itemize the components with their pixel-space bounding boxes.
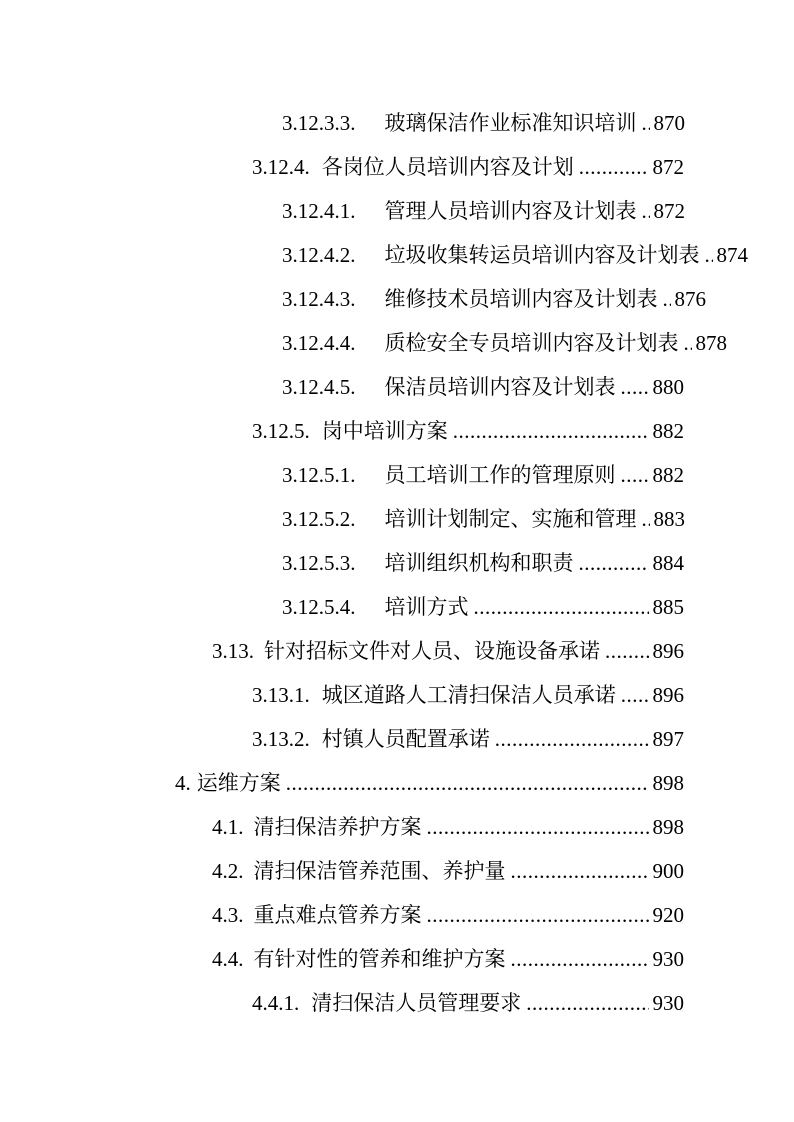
toc-leader-dots [511, 937, 649, 981]
toc-entry-page: 882 [652, 463, 684, 487]
toc-leader-dots [579, 145, 649, 189]
toc-entry-page: 876 [674, 287, 706, 311]
toc-leader-dots [579, 541, 649, 585]
toc-leader-dots [286, 761, 649, 805]
toc-entry-title: 员工培训工作的管理原则 [384, 463, 616, 487]
toc-entry-number: 3.12.5.3. [282, 551, 356, 575]
toc-entry-title: 玻璃保洁作业标准知识培训 [384, 111, 637, 135]
toc-entry-title: 清扫保洁养护方案 [253, 815, 422, 839]
toc-leader-dots [642, 101, 650, 145]
toc-entry-number: 3.12.5.1. [282, 463, 356, 487]
toc-leader-dots [621, 365, 649, 409]
toc-entry-number: 3.12.4.1. [282, 199, 356, 223]
toc-entry-title: 城区道路人工清扫保洁人员承诺 [321, 683, 616, 707]
toc-entry-number: 4.4.1. [252, 991, 300, 1015]
toc-entry[interactable] [282, 453, 684, 497]
toc-entry[interactable] [252, 673, 684, 717]
toc-entry-page: 874 [716, 243, 748, 267]
toc-entry[interactable] [212, 937, 684, 981]
toc-entry-title: 清扫保洁人员管理要求 [311, 991, 522, 1015]
toc-leader-dots [605, 629, 649, 673]
toc-entry-page: 878 [695, 331, 727, 355]
toc-entry-page: 884 [652, 551, 684, 575]
toc-entry[interactable] [212, 893, 684, 937]
toc-leader-dots [495, 717, 649, 761]
toc-entry-number: 4.4. [212, 947, 244, 971]
toc-entry[interactable] [252, 981, 684, 1025]
toc-entry[interactable] [212, 849, 684, 893]
toc-entry[interactable] [282, 321, 727, 365]
toc-leader-dots [621, 673, 649, 717]
toc-entry-page: 872 [652, 155, 684, 179]
toc-leader-dots [663, 277, 671, 321]
toc-entry-page: 882 [652, 419, 684, 443]
toc-entry[interactable] [282, 497, 684, 541]
toc-entry[interactable] [282, 365, 684, 409]
toc-entry-page: 872 [653, 199, 685, 223]
toc-entry-title: 岗中培训方案 [321, 419, 448, 443]
toc-entry-page: 898 [652, 815, 684, 839]
toc-leader-dots [642, 189, 650, 233]
toc-entry-title: 重点难点管养方案 [253, 903, 422, 927]
toc-entry-page: 930 [652, 947, 684, 971]
toc-entry-number: 3.12.4.3. [282, 287, 356, 311]
toc-entry[interactable] [212, 629, 684, 673]
toc-leader-dots [474, 585, 649, 629]
toc-entry-page: 896 [652, 683, 684, 707]
toc-entry[interactable] [282, 585, 684, 629]
toc-entry-number: 4.2. [212, 859, 244, 883]
toc-entry-page: 880 [652, 375, 684, 399]
toc-leader-dots [526, 981, 648, 1025]
toc-entry-number: 4.3. [212, 903, 244, 927]
toc-entry-page: 896 [652, 639, 684, 663]
toc-entry-page: 870 [653, 111, 685, 135]
toc-entry-title: 质检安全专员培训内容及计划表 [384, 331, 679, 355]
toc-entry-number: 3.13.1. [252, 683, 310, 707]
toc-entry-number: 3.12.5.2. [282, 507, 356, 531]
toc-leader-dots [642, 497, 650, 541]
toc-entry[interactable] [212, 805, 684, 849]
toc-entry[interactable] [252, 717, 684, 761]
toc-entry-title: 培训方式 [384, 595, 469, 619]
toc-entry-title: 管理人员培训内容及计划表 [384, 199, 637, 223]
toc-entry-page: 900 [652, 859, 684, 883]
toc-entry-page: 920 [652, 903, 684, 927]
toc-entry-page: 897 [652, 727, 684, 751]
toc-entry-number: 3.13. [212, 639, 254, 663]
toc-entry-number: 3.12.4. [252, 155, 310, 179]
toc-entry-title: 维修技术员培训内容及计划表 [384, 287, 658, 311]
toc-entry-title: 针对招标文件对人员、设施设备承诺 [264, 639, 600, 663]
toc-entry-page: 883 [653, 507, 685, 531]
toc-leader-dots [453, 409, 649, 453]
toc-entry-title: 清扫保洁管养范围、养护量 [253, 859, 506, 883]
toc-entry[interactable] [282, 101, 684, 145]
toc-entry[interactable] [282, 277, 706, 321]
toc-entry-page: 885 [652, 595, 684, 619]
toc-entry-number: 3.12.4.4. [282, 331, 356, 355]
toc-entry-title: 各岗位人员培训内容及计划 [321, 155, 574, 179]
toc-entry-number: 3.13.2. [252, 727, 310, 751]
toc-entry[interactable] [282, 233, 748, 277]
toc-leader-dots [427, 893, 649, 937]
toc-entry-page: 898 [652, 771, 684, 795]
toc-entry-number: 3.12.5.4. [282, 595, 356, 619]
toc-entry-number: 4. [175, 771, 191, 795]
toc-entry-number: 3.12.5. [252, 419, 310, 443]
toc-entry[interactable] [282, 541, 684, 585]
toc-leader-dots [621, 453, 649, 497]
toc-entry-number: 3.12.4.2. [282, 243, 356, 267]
toc-entry-page: 930 [652, 991, 684, 1015]
toc-entry-number: 3.12.4.5. [282, 375, 356, 399]
toc-entry-title: 保洁员培训内容及计划表 [384, 375, 616, 399]
toc-entry-title: 运维方案 [196, 771, 281, 795]
toc-entry-number: 3.12.3.3. [282, 111, 356, 135]
toc-entry-title: 垃圾收集转运员培训内容及计划表 [384, 243, 700, 267]
toc-entry[interactable] [252, 409, 684, 453]
toc-entry[interactable] [175, 761, 684, 805]
toc-entry-title: 村镇人员配置承诺 [321, 727, 490, 751]
toc-leader-dots [427, 805, 649, 849]
toc-entry[interactable] [282, 189, 684, 233]
toc-leader-dots [511, 849, 649, 893]
toc-leader-dots [684, 321, 692, 365]
toc-leader-dots [705, 233, 713, 277]
toc-entry-title: 培训组织机构和职责 [384, 551, 574, 575]
toc-entry-title: 有针对性的管养和维护方案 [253, 947, 506, 971]
toc-entry[interactable] [252, 145, 684, 189]
toc-entry-title: 培训计划制定、实施和管理 [384, 507, 637, 531]
toc-entry-number: 4.1. [212, 815, 244, 839]
table-of-contents [0, 101, 794, 1025]
